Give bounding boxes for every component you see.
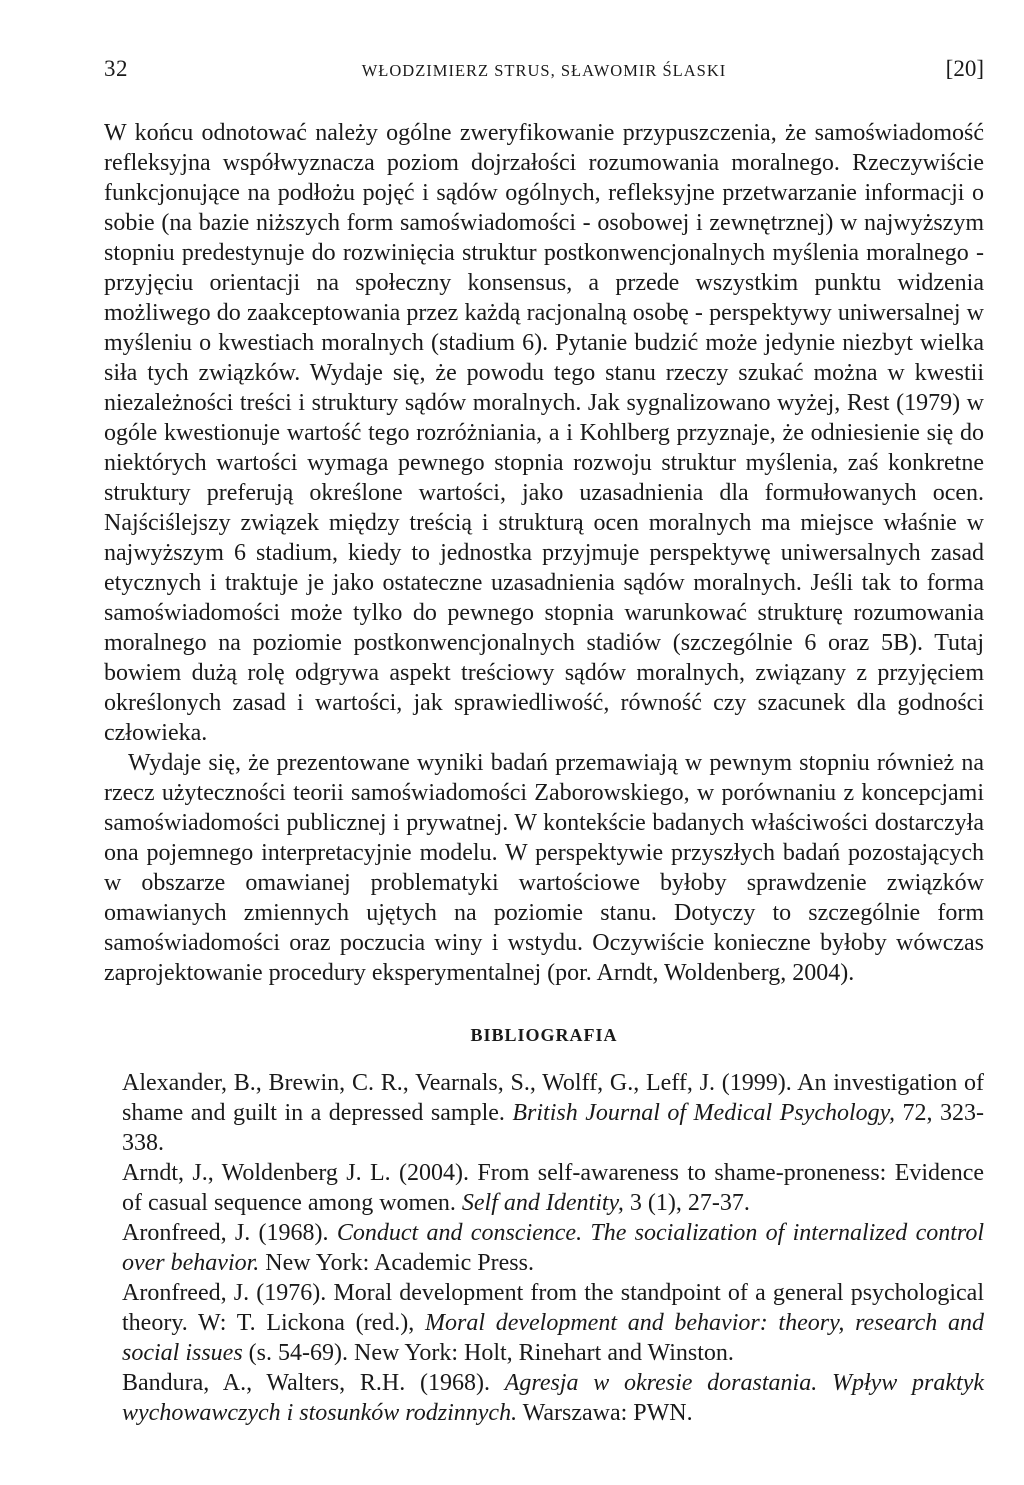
bibliography-list [104, 1068, 984, 1428]
bibliography-heading: BIBLIOGRAFIA [470, 1025, 618, 1045]
running-head [104, 56, 984, 96]
bibliography-entry: Bandura, A., Walters, R.H. (1968). Agresja w okresie dorastania. Wpływ praktyk wychowawczych i stosunków rodzinnych. Warszawa: PWN. [122, 1370, 984, 1426]
running-head-authors: WŁODZIMIERZ STRUS, SŁAWOMIR ŚLASKI [361, 61, 727, 80]
bibliography-entry: Aronfreed, J. (1968). Conduct and conscience. The socialization of internalized control over behavior. New York: Academic Press. [122, 1220, 985, 1276]
paragraph-1: W końcu odnotować należy ogólne zweryfikowanie przypuszczenia, że samoświadomość refleksyjna współwyznacza poziom dojrzałości rozumowania moralnego. Rzeczywiście funkcjonujące na podłożu pojęć i sądów ogólnych, refleksyjne przetwarzanie informacji o sobie (na bazie niższych form samoświadomości - osobowej i zewnętrznej) w najwyższym stopniu predestynuje do rozwinięcia struktur postkonwencjonalnych myślenia moralnego - przyjęciu orientacji na społeczny konsensus, a przede wszystkim punktu widzenia możliwego do zaakceptowania przez każdą racjonalną osobę - perspektywy uniwersalnej w myśleniu o kwestiach moralnych (stadium 6). Pytanie budzić może jedynie niezbyt wielka siła tych związków. Wydaje się, że powodu tego stanu rzeczy szukać można w kwestii niezależności treści i struktury sądów moralnych. Jak sygnalizowano wyżej, Rest (1979) w ogóle kwestionuje wartość tego rozróżniania, a i Kohlberg przyznaje, że odniesienie się do niektórych wartości wymaga pewnego stopnia rozwoju struktur myślenia, zaś konkretne struktury preferują określone wartości, jako uzasadnienia dla formułowanych ocen. Najściślejszy związek między treścią i strukturą ocen moralnych ma miejsce właśnie w najwyższym 6 stadium, kiedy to jednostka przyjmuje perspektywę uniwersalnych zasad etycznych i traktuje je jako ostateczne uzasadnienia sądów moralnych. Jeśli tak to forma samoświadomości może tylko do pewnego stopnia warunkować strukturę rozumowania moralnego na poziomie postkonwencjonalnych stadiów (szczególnie 6 oraz 5B). Tutaj bowiem dużą rolę odgrywa aspekt treściowy sądów moralnych, związany z przyjęciem określonych zasad i wartości, jak sprawiedliwość, równość czy szacunek dla godności człowieka. [104, 120, 984, 746]
bibliography-entry: Arndt, J., Woldenberg J. L. (2004). From self-awareness to shame-proneness: Evidence of casual sequence among women. Self and Identity, 3 (1), 27-37. [122, 1160, 984, 1216]
paragraph-2: Wydaje się, że prezentowane wyniki badań przemawiają w pewnym stopniu również na rzecz użyteczności teorii samoświadomości Zaborowskiego, w porównaniu z koncepcjami samoświadomości publicznej i prywatnej. W kontekście badanych właściwości dostarczyła ona pojemnego interpretacyjnie modelu. W perspektywie przyszłych badań pozostających w obszarze omawianej problematyki wartościowe byłoby sprawdzenie związków omawianych zmiennych ujętych na poziomie stanu. Dotyczy to szczególnie form samoświadomości oraz poczucia winy i wstydu. Oczywiście konieczne byłoby wówczas zaprojektowanie procedury eksperymentalnej (por. Arndt, Woldenberg, 2004). [104, 750, 984, 986]
main-text [104, 118, 984, 1428]
page-number: 32 [104, 56, 128, 81]
bibliography-entry: Alexander, B., Brewin, C. R., Vearnals, S., Wolff, G., Leff, J. (1999). An investigation of shame and guilt in a depressed sample. British Journal of Medical Psychology, 72, 323-338. [122, 1070, 984, 1156]
bibliography-entry: Aronfreed, J. (1976). Moral development from the standpoint of a general psychological theory. W: T. Lickona (red.), Moral development and behavior: theory, research and social issues (s. 54-69). New York: Holt, Rinehart and Winston. [122, 1280, 985, 1366]
section-number: [20] [945, 56, 984, 81]
